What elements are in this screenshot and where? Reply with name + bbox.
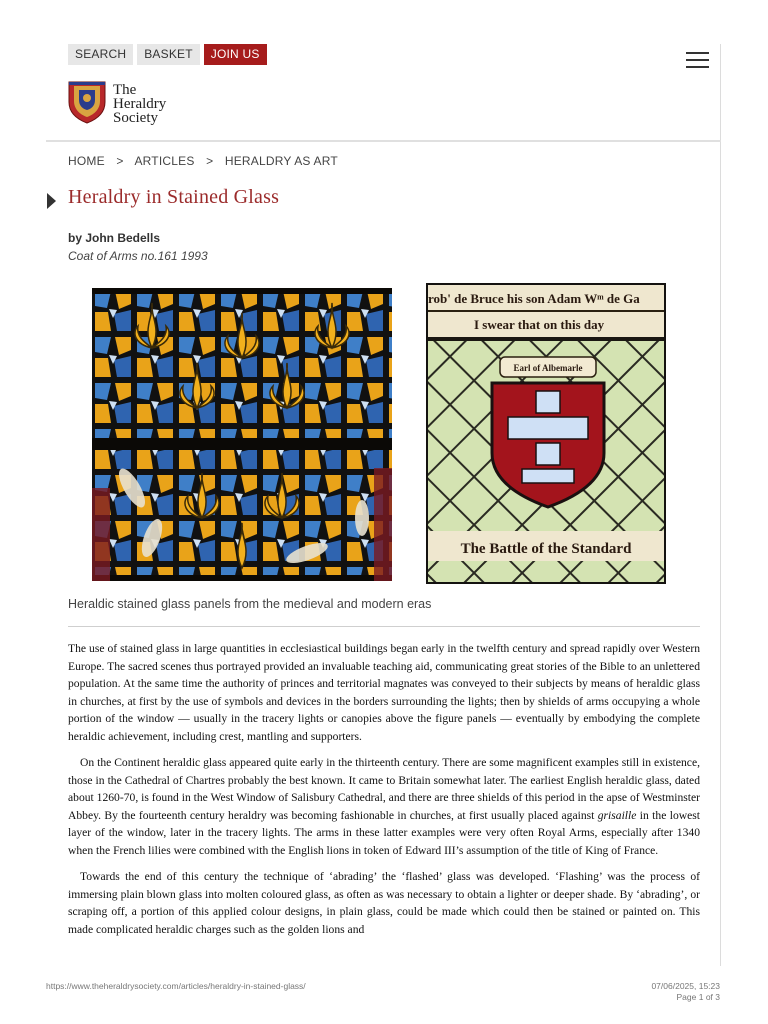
article-source: Coat of Arms no.161 1993: [68, 249, 208, 263]
article-author: by John Bedells: [68, 231, 161, 245]
breadcrumb-separator: >: [116, 154, 124, 168]
breadcrumb-articles[interactable]: ARTICLES: [134, 154, 195, 168]
image-caption: Heraldic stained glass panels from the medieval and modern eras: [68, 597, 432, 611]
join-us-button[interactable]: JOIN US: [204, 44, 267, 65]
paragraph-2: [68, 754, 700, 859]
breadcrumb-home[interactable]: HOME: [68, 154, 105, 168]
breadcrumb: [68, 154, 338, 168]
header-divider: [46, 140, 721, 142]
footer-page-number: Page 1 of 3: [676, 992, 720, 1002]
paragraph-2-part-b: in the lowest layer of the window, later in the tracery lights. The arms in these latter examples were very often Royal Arms, especially after 1340 when the French lilies were combined with the English lions in token of Edward III’s assumption of the title of King of France.: [68, 808, 700, 857]
image2-top-line-2: I swear that on this day: [474, 317, 605, 332]
site-logo[interactable]: [67, 80, 166, 125]
hamburger-menu-icon[interactable]: [686, 52, 709, 68]
medieval-stained-glass-image: [92, 288, 392, 581]
modern-stained-glass-image: [426, 283, 666, 584]
paragraph-2-part-a: On the Continent heraldic glass appeared quite early in the thirteenth century. There are some magnificent examples still in existence, those in the Cathedral of Chartres probably the best known. It came to Britain somewhat later. The earliest English heraldic glass, dated about 1260-70, is found in the West Window of Salisbury Cathedral, and there are three shields of this period in the apse of Westminster Abbey. By the fourteenth century heraldry was becoming fashionable in churches, at first usually placed against: [68, 756, 700, 822]
article-body: [68, 640, 700, 966]
breadcrumb-separator: >: [206, 154, 214, 168]
footer-url: https://www.theheraldrysociety.com/articles/heraldry-in-stained-glass/: [46, 981, 306, 991]
top-nav: [68, 44, 267, 65]
caption-divider: [68, 626, 700, 627]
triangle-right-icon: [47, 193, 56, 209]
logo-line-1: The: [113, 82, 137, 98]
heraldry-shield-logo-icon: [67, 80, 107, 124]
page-edge-rule: [720, 44, 721, 966]
search-button[interactable]: SEARCH: [68, 44, 133, 65]
paragraph-3: Towards the end of this century the technique of ‘abrading’ the ‘flashed’ glass was developed. ‘Flashing’ was the process of immersing plain blown glass into molten coloured glass, as often as was necessary to obtain a lighter or deeper shade. By ‘abrading’, or scraping off, a portion of this applied colour designs, in plain glass, could be made which could then be stained or painted on. This made complicated heraldic charges such as the golden lions and: [68, 870, 700, 936]
paragraph-1: The use of stained glass in large quantities in ecclesiastical buildings began early in the twelfth century and spread rapidly over Western Europe. The sacred scenes thus portrayed provided an invaluable teaching aid, communicating great stories of the Bible to an unlettered population. At the same time the authority of princes and territorial magnates was conveyed to their subjects by means of heraldic glass in churches, at first by the use of symbols and devices in the borders surrounding the lights; then by shields of arms occupying a whole portion of the window — usually in the tracery lights or canopies above the figure panels — eventually by embodying the complete heraldic achievement, including crest, mantling and supporters.: [68, 642, 700, 743]
logo-line-3: Society: [113, 110, 158, 126]
image2-bottom-text: The Battle of the Standard: [460, 541, 632, 557]
logo-wordmark: [113, 83, 166, 125]
image2-scroll-text: Earl of Albemarle: [513, 363, 583, 373]
paragraph-2-italic: grisaille: [597, 808, 637, 822]
image2-top-line-1: rob' de Bruce his son Adam Wᵐ de Ga: [428, 291, 640, 306]
breadcrumb-heraldry-as-art[interactable]: HERALDRY AS ART: [224, 154, 338, 168]
basket-button[interactable]: BASKET: [137, 44, 200, 65]
page-title: Heraldry in Stained Glass: [68, 186, 280, 208]
footer-date: 07/06/2025, 15:23: [651, 981, 720, 991]
logo-line-2: Heraldry: [113, 96, 167, 112]
